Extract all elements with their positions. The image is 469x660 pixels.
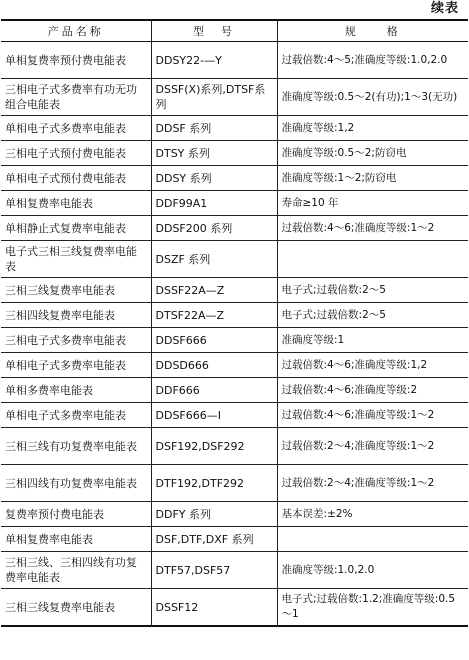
- model-cell: DSZF 系列: [151, 241, 277, 278]
- product-name-cell: 三相三线复费率电能表: [1, 589, 151, 627]
- continued-label: 续表: [430, 1, 459, 16]
- table-row: [1, 428, 468, 465]
- model-cell: DTF57,DSF57: [151, 552, 277, 589]
- product-name-cell: 单相电子式多费率电能表: [1, 353, 151, 378]
- table-row: [1, 166, 468, 191]
- model-cell: DSSF22A—Z: [151, 278, 277, 303]
- model-cell: DSF192,DSF292: [151, 428, 277, 465]
- product-name-cell: 复费率预付费电能表: [1, 502, 151, 527]
- table-row: [1, 191, 468, 216]
- model-cell: DDSY 系列: [151, 166, 277, 191]
- product-name-cell: 三相三线、三相四线有功复费率电能表: [1, 552, 151, 589]
- spec-cell: 过载倍数:4～5;准确度等级:1.0,2.0: [277, 42, 468, 79]
- table-row: [1, 116, 468, 141]
- product-name-cell: 单相复费率电能表: [1, 527, 151, 552]
- table-row: [1, 502, 468, 527]
- table-row: [1, 552, 468, 589]
- model-cell: DDFY 系列: [151, 502, 277, 527]
- product-name-cell: 单相复费率电能表: [1, 191, 151, 216]
- spec-cell: 寿命≥10 年: [277, 191, 468, 216]
- product-spec-table: [1, 19, 468, 627]
- model-cell: DDSF 系列: [151, 116, 277, 141]
- model-cell: DDSY22-—Y: [151, 42, 277, 79]
- table-row: [1, 353, 468, 378]
- product-name-cell: 三相电子式预付费电能表: [1, 141, 151, 166]
- spec-cell: 基本误差:±2%: [277, 502, 468, 527]
- header-model: 型 号: [151, 20, 277, 42]
- spec-cell: 过载倍数:2～4;准确度等级:1～2: [277, 465, 468, 502]
- model-cell: DTSF22A—Z: [151, 303, 277, 328]
- spec-cell: 电子式;过载倍数:2～5: [277, 278, 468, 303]
- spec-cell: [277, 527, 468, 552]
- model-cell: DDSF666—I: [151, 403, 277, 428]
- table-header-row: [1, 20, 468, 42]
- product-name-cell: 单相电子式多费率电能表: [1, 403, 151, 428]
- product-name-cell: 单相电子式多费率电能表: [1, 116, 151, 141]
- model-cell: DDSF200 系列: [151, 216, 277, 241]
- spec-cell: 过载倍数:2～4;准确度等级:1～2: [277, 428, 468, 465]
- spec-cell: 准确度等级:0.5～2(有功);1～3(无功): [277, 79, 468, 116]
- table-row: [1, 403, 468, 428]
- table-row: [1, 141, 468, 166]
- model-cell: DSSF(X)系列,DTSF系列: [151, 79, 277, 116]
- product-name-cell: 单相电子式预付费电能表: [1, 166, 151, 191]
- spec-cell: 准确度等级:1～2;防窃电: [277, 166, 468, 191]
- product-name-cell: 三相三线有功复费率电能表: [1, 428, 151, 465]
- table-row: [1, 278, 468, 303]
- spec-cell: 准确度等级:1.0,2.0: [277, 552, 468, 589]
- spec-cell: 准确度等级:1: [277, 328, 468, 353]
- product-name-cell: 单相静止式复费率电能表: [1, 216, 151, 241]
- header-product-name: 产品名称: [1, 20, 151, 42]
- model-cell: DTSY 系列: [151, 141, 277, 166]
- table-row: [1, 303, 468, 328]
- header-spec: 规 格: [277, 20, 468, 42]
- table-row: [1, 465, 468, 502]
- table-row: [1, 527, 468, 552]
- model-cell: DTF192,DTF292: [151, 465, 277, 502]
- spec-cell: 准确度等级:0.5～2;防窃电: [277, 141, 468, 166]
- model-cell: DDF666: [151, 378, 277, 403]
- product-name-cell: 三相三线复费率电能表: [1, 278, 151, 303]
- product-name-cell: 三相四线复费率电能表: [1, 303, 151, 328]
- spec-cell: 准确度等级:1,2: [277, 116, 468, 141]
- table-row: [1, 241, 468, 278]
- table-row: [1, 216, 468, 241]
- product-name-cell: 三相电子式多费率电能表: [1, 328, 151, 353]
- model-cell: DDSD666: [151, 353, 277, 378]
- spec-cell: 电子式;过载倍数:2～5: [277, 303, 468, 328]
- table-row: [1, 589, 468, 627]
- table-row: [1, 378, 468, 403]
- spec-cell: 过载倍数:4～6;准确度等级:2: [277, 378, 468, 403]
- product-name-cell: 电子式三相三线复费率电能表: [1, 241, 151, 278]
- product-name-cell: 三相电子式多费率有功无功组合电能表: [1, 79, 151, 116]
- model-cell: DDSF666: [151, 328, 277, 353]
- spec-cell: 过载倍数:4～6;准确度等级:1,2: [277, 353, 468, 378]
- table-row: [1, 42, 468, 79]
- table-row: [1, 79, 468, 116]
- model-cell: DDF99A1: [151, 191, 277, 216]
- spec-cell: 过载倍数:4～6;准确度等级:1～2: [277, 216, 468, 241]
- spec-cell: [277, 241, 468, 278]
- model-cell: DSSF12: [151, 589, 277, 627]
- product-name-cell: 单相多费率电能表: [1, 378, 151, 403]
- spec-cell: 电子式;过载倍数:1.2;准确度等级:0.5～1: [277, 589, 468, 627]
- spec-cell: 过载倍数:4～6;准确度等级:1～2: [277, 403, 468, 428]
- product-name-cell: 单相复费率预付费电能表: [1, 42, 151, 79]
- table-row: [1, 328, 468, 353]
- model-cell: DSF,DTF,DXF 系列: [151, 527, 277, 552]
- product-name-cell: 三相四线有功复费率电能表: [1, 465, 151, 502]
